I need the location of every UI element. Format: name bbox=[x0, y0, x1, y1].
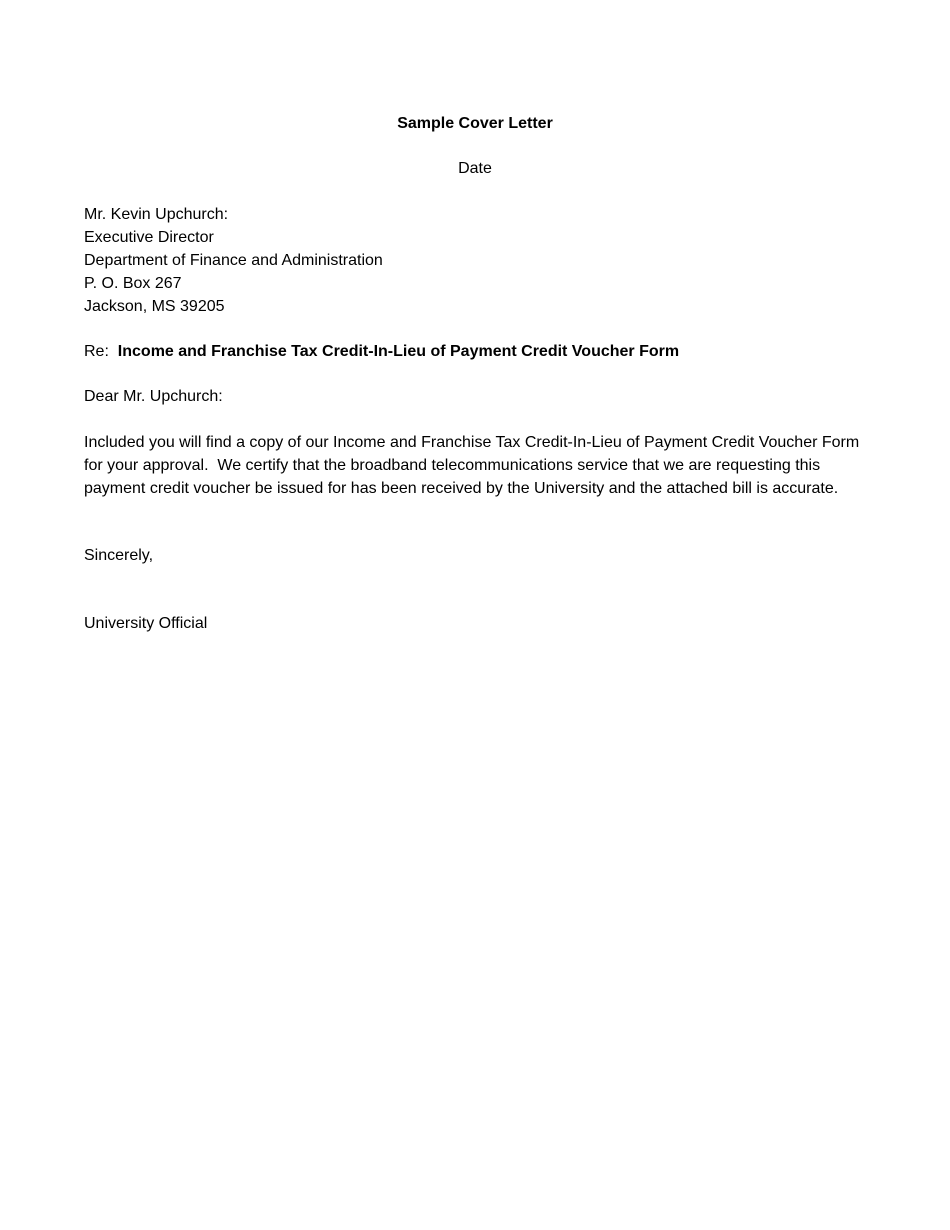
salutation: Dear Mr. Upchurch: bbox=[84, 388, 223, 405]
re-label: Re: bbox=[84, 343, 109, 360]
letter-title: Sample Cover Letter bbox=[397, 115, 553, 132]
recipient-position: Executive Director bbox=[84, 229, 214, 246]
letter-date: Date bbox=[458, 160, 492, 177]
signature-title: University Official bbox=[84, 615, 208, 632]
recipient-address bbox=[84, 203, 874, 318]
body-paragraph: Included you will find a copy of our Income and Franchise Tax Credit-In-Lieu of Payment Credit Voucher Form for your approval. We certify that the broadband telecommunications service that we are requesting this payment credit voucher be issued for has been received by the University and the attached bill is accurate. bbox=[84, 434, 864, 497]
re-line bbox=[84, 340, 874, 363]
recipient-department: Department of Finance and Administration bbox=[84, 252, 383, 269]
recipient-city-state-zip: Jackson, MS 39205 bbox=[84, 298, 225, 315]
recipient-name: Mr. Kevin Upchurch: bbox=[84, 206, 229, 223]
closing: Sincerely, bbox=[84, 547, 154, 564]
re-subject: Income and Franchise Tax Credit-In-Lieu of Payment Credit Voucher Form bbox=[117, 343, 680, 360]
recipient-po-box: P. O. Box 267 bbox=[84, 275, 182, 292]
